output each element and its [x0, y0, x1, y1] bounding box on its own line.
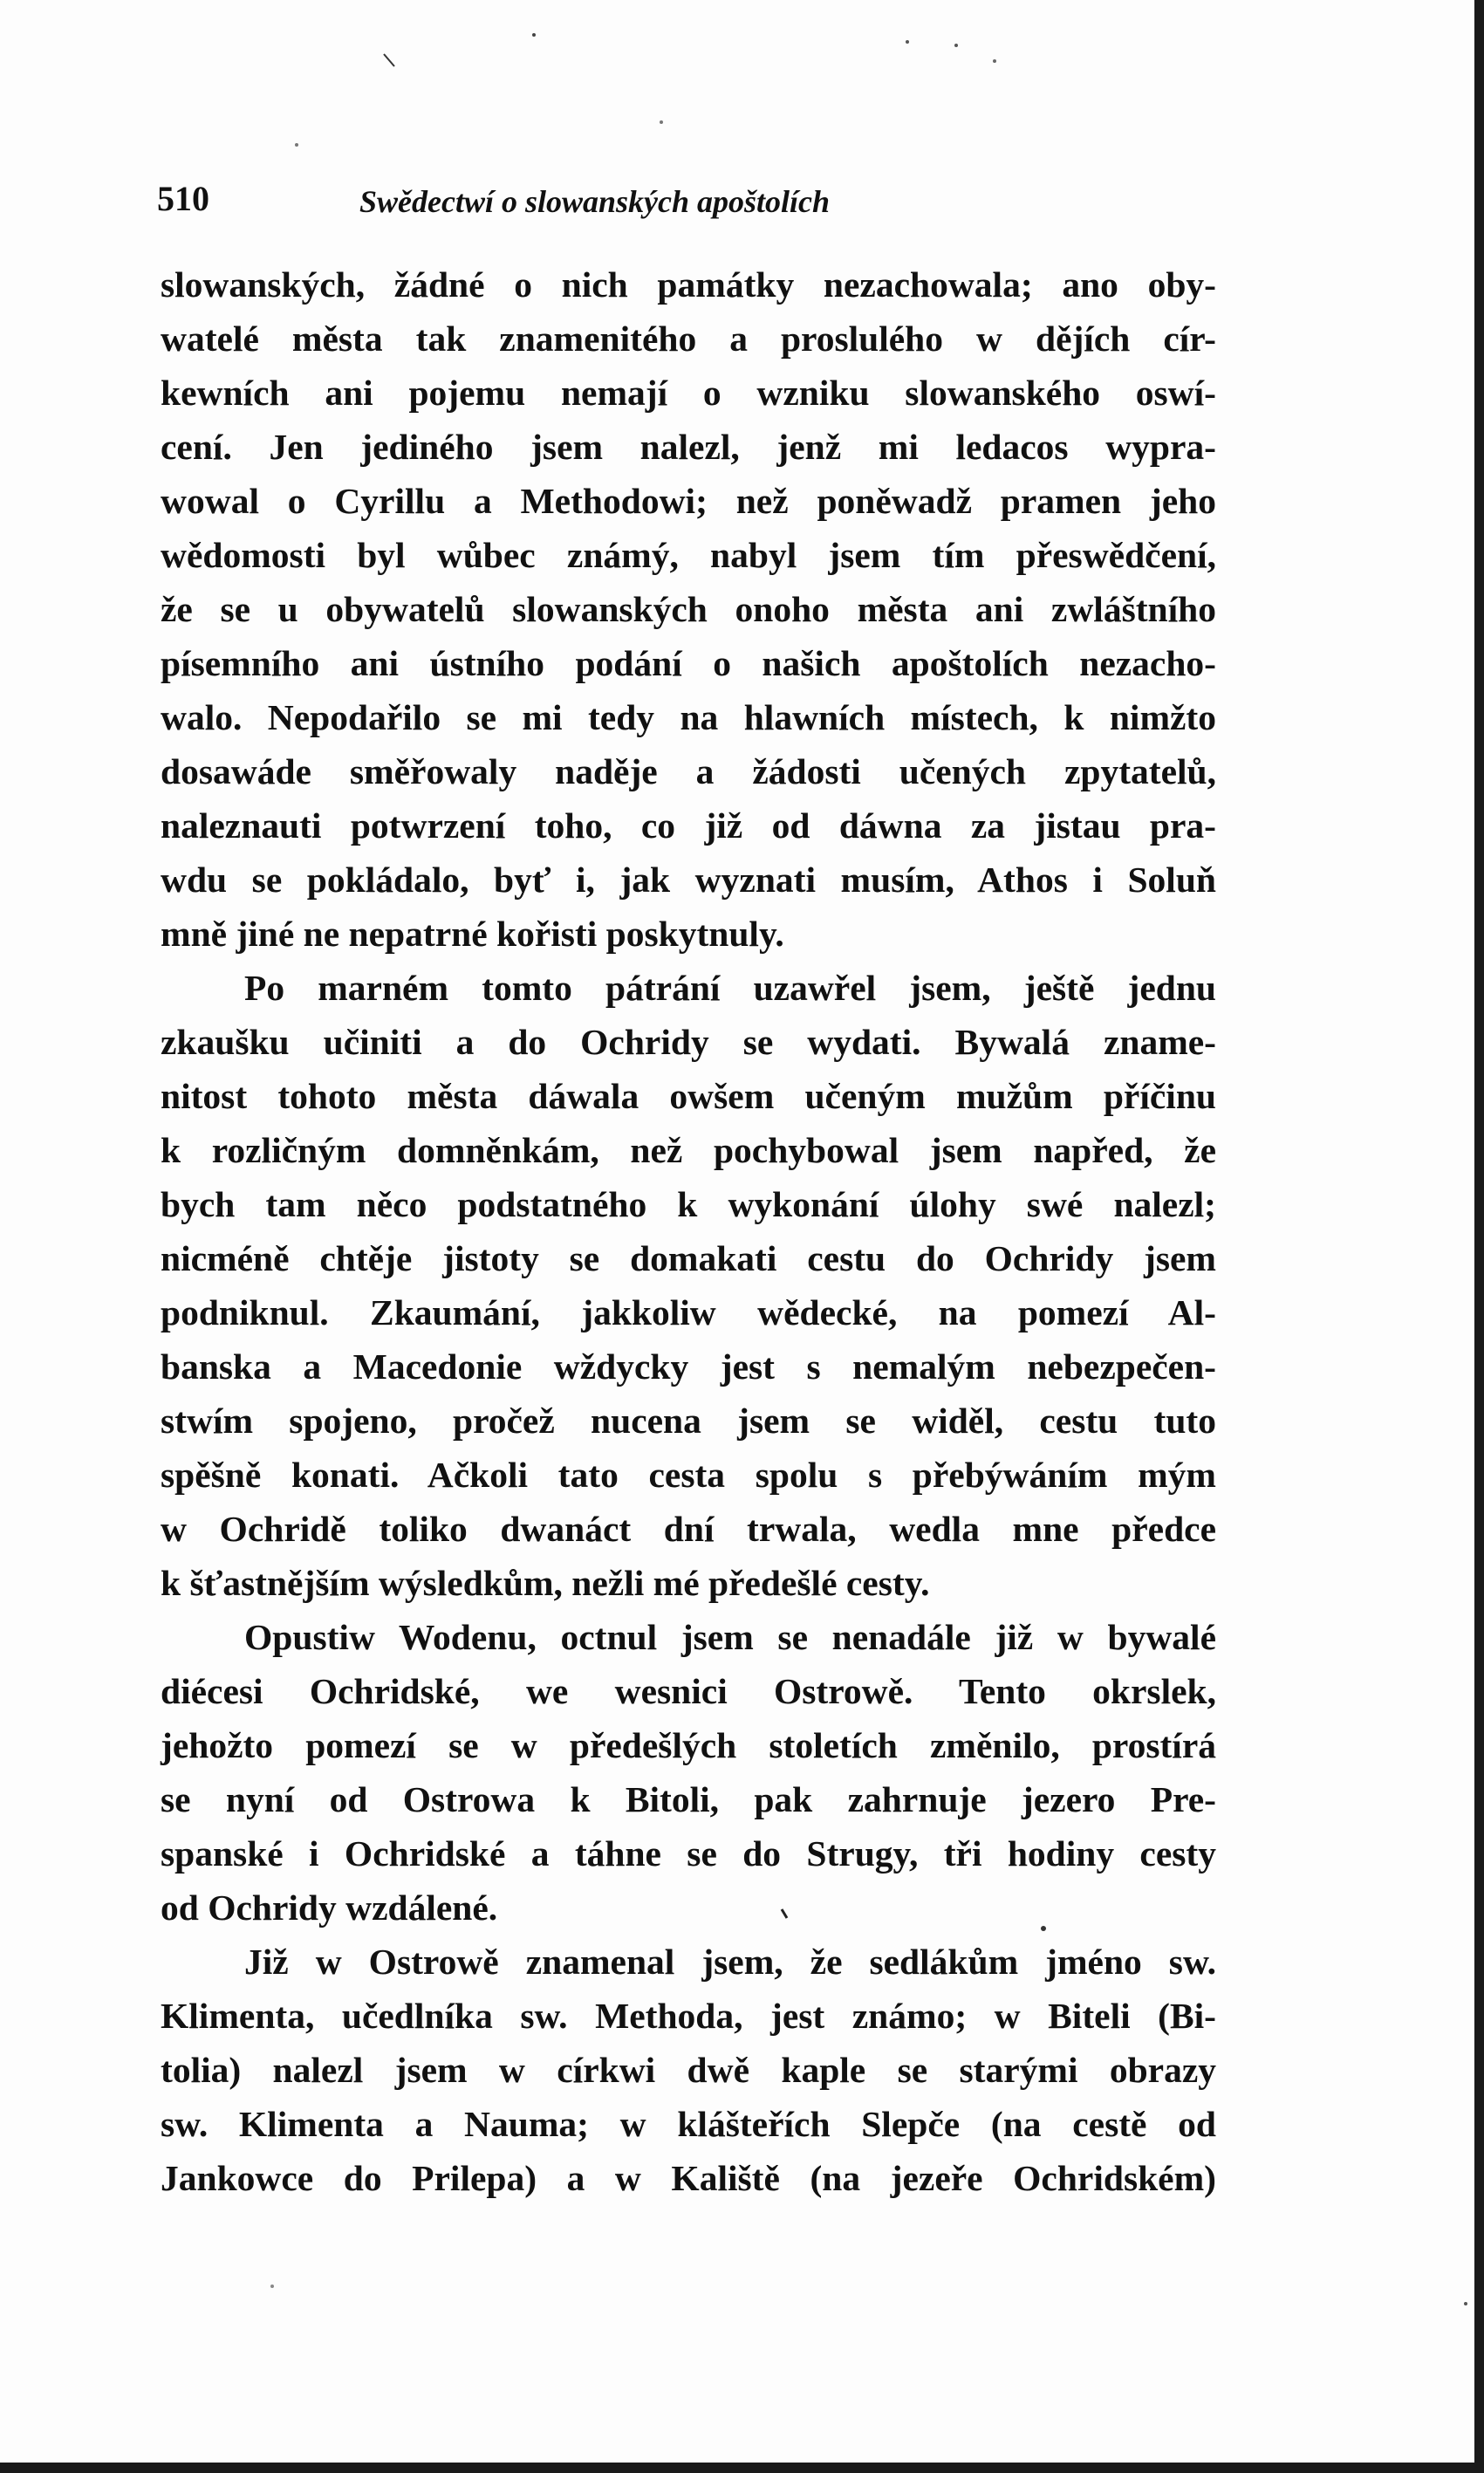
- text-line: nicméně chtěje jistoty se domakati cestu do Ochridy jsem: [161, 1238, 1216, 1278]
- text-line: diécesi Ochridské, we wesnici Ostrowě. Tento okrslek,: [161, 1671, 1216, 1711]
- text-line: banska a Macedonie wždycky jest s nemalým nebezpečen-: [161, 1346, 1216, 1387]
- text-line: se nyní od Ostrowa k Bitoli, pak zahrnuje jezero Pre-: [161, 1779, 1216, 1819]
- scan-speck: [384, 54, 394, 66]
- page-number: 510: [157, 179, 209, 218]
- paragraph-2: [161, 961, 1216, 1610]
- text-line: spanské i Ochridské a táhne se do Strugy, tři hodiny cesty: [161, 1833, 1216, 1874]
- text-line: Jankowce do Prilepa) a w Kaliště (na jezeře Ochridském): [161, 2158, 1216, 2198]
- text-line: spěšně konati. Ačkoli tato cesta spolu s přebýwáním mým: [161, 1455, 1216, 1495]
- text-line: nitost tohoto města dáwala owšem učeným mužům příčinu: [161, 1076, 1216, 1116]
- scan-speck: [295, 143, 298, 147]
- page-header: [157, 178, 1221, 227]
- paragraph-4: [161, 1935, 1216, 2205]
- text-line: bych tam něco podstatného k wykonání úlohy swé nalezl;: [161, 1184, 1216, 1224]
- running-title: Swědectwí o slowanských apoštolích: [359, 184, 831, 219]
- text-line: cení. Jen jediného jsem nalezl, jenž mi ledacos wypra-: [161, 427, 1216, 467]
- text-line: watelé města tak znamenitého a proslulého w dějích cír-: [161, 319, 1216, 359]
- text-line: jehožto pomezí se w předešlých stoletích změnilo, prostírá: [161, 1725, 1216, 1765]
- text-line: podniknul. Zkaumání, jakkoliw wědecké, na pomezí Al-: [161, 1292, 1216, 1332]
- text-line: zkaušku učiniti a do Ochridy se wydati. Bywalá zname-: [161, 1022, 1216, 1062]
- scan-speck: [954, 44, 958, 47]
- scan-speck: [660, 120, 663, 124]
- scan-edge-right: [1474, 0, 1484, 2473]
- text-line: w Ochridě toliko dwanáct dní trwala, wedla mne předce: [161, 1509, 1216, 1549]
- text-line: sw. Klimenta a Nauma; w klášteřích Slepče (na cestě od: [161, 2104, 1216, 2144]
- text-line: že se u obywatelů slowanských onoho města ani zwláštního: [161, 589, 1216, 629]
- scan-speck: [906, 40, 909, 44]
- scan-speck: [270, 2285, 274, 2288]
- text-line: wowal o Cyrillu a Methodowi; než poněwadž pramen jeho: [161, 481, 1216, 521]
- text-line: k šťastnějším wýsledkům, nežli mé předešlé cesty.: [161, 1563, 930, 1603]
- paragraph-1: [161, 257, 1216, 961]
- scan-edge-bottom: [0, 2463, 1484, 2473]
- text-line: kewních ani pojemu nemají o wzniku slowanského oswí-: [161, 373, 1216, 413]
- text-line: naleznauti potwrzení toho, co již od dáwna za jistau pra-: [161, 805, 1216, 846]
- scan-speck: [1464, 2302, 1467, 2305]
- text-line: stwím spojeno, pročež nucena jsem se widěl, cestu tuto: [161, 1401, 1216, 1441]
- text-line: wědomosti byl wůbec známý, nabyl jsem tím přeswědčení,: [161, 535, 1216, 575]
- text-line: písemního ani ústního podání o našich apoštolích nezacho-: [161, 643, 1216, 683]
- text-line: k rozličným domněnkám, než pochybowal jsem napřed, že: [161, 1130, 1216, 1170]
- text-line: od Ochridy wzdálené.: [161, 1887, 498, 1928]
- paragraph-3: [161, 1610, 1216, 1935]
- scan-speck: [532, 33, 536, 37]
- text-line: Již w Ostrowě znamenal jsem, že sedlákům jméno sw.: [244, 1942, 1216, 1982]
- text-line: Opustiw Wodenu, octnul jsem se nenadále již w bywalé: [244, 1617, 1216, 1657]
- text-line: Klimenta, učedlníka sw. Methoda, jest známo; w Biteli (Bi-: [161, 1996, 1216, 2036]
- body-text: [161, 257, 1216, 2205]
- text-line: mně jiné ne nepatrné kořisti poskytnuly.: [161, 914, 784, 954]
- text-line: walo. Nepodařilo se mi tedy na hlawních místech, k nimžto: [161, 697, 1216, 737]
- text-line: Po marném tomto pátrání uzawřel jsem, ještě jednu: [244, 968, 1216, 1008]
- scan-speck: [993, 59, 996, 63]
- text-line: wdu se pokládalo, byť i, jak wyznati musím, Athos i Soluň: [161, 860, 1216, 900]
- text-line: tolia) nalezl jsem w církwi dwě kaple se starými obrazy: [161, 2050, 1216, 2090]
- text-line: slowanských, žádné o nich památky nezachowala; ano oby-: [161, 264, 1216, 305]
- text-line: dosawáde směřowaly naděje a žádosti učených zpytatelů,: [161, 751, 1216, 791]
